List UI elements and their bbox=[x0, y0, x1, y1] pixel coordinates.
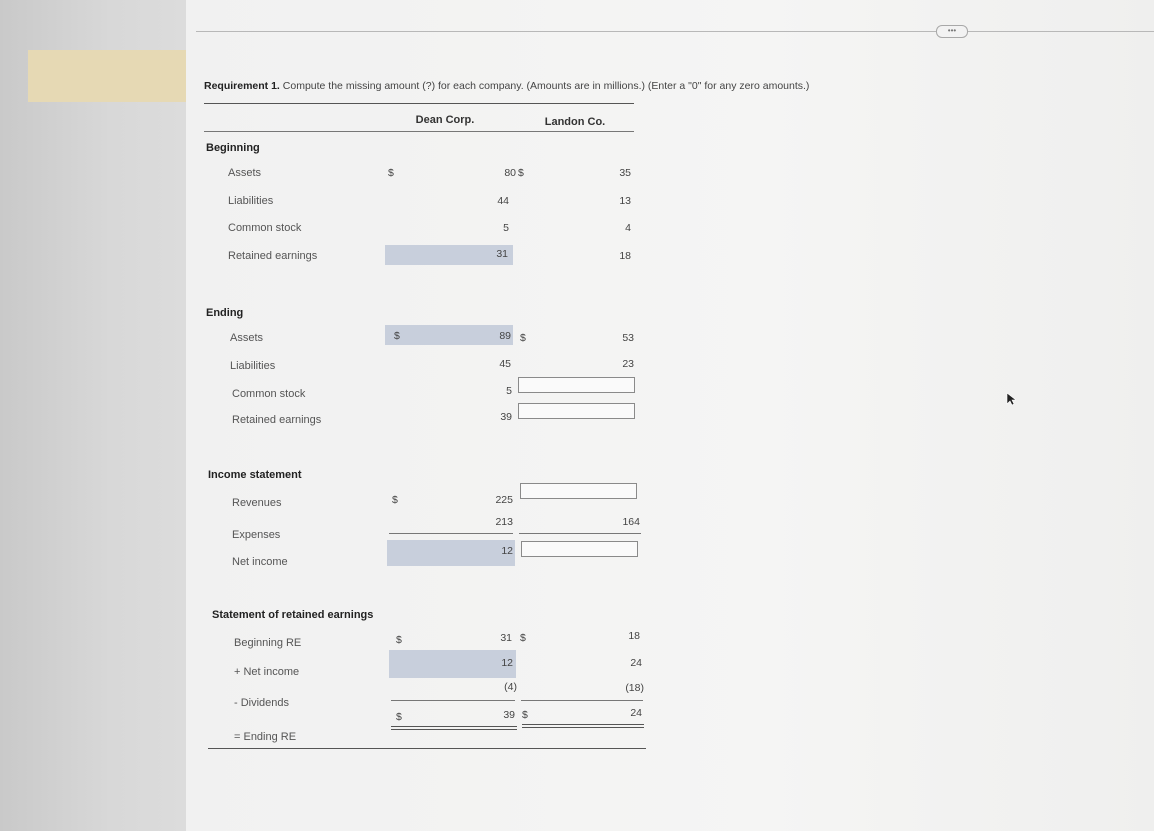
section-title-ending: Ending bbox=[206, 307, 244, 319]
dean-value: 39 bbox=[500, 411, 512, 423]
column-header-landon: Landon Co. bbox=[544, 116, 606, 128]
row-label: Assets bbox=[228, 167, 262, 179]
left-panel-highlight bbox=[28, 50, 186, 102]
currency-symbol: $ bbox=[520, 632, 526, 644]
landon-value: 24 bbox=[630, 657, 642, 669]
currency-symbol: $ bbox=[520, 332, 526, 344]
total-double-rule bbox=[522, 724, 644, 725]
currency-symbol: $ bbox=[394, 330, 400, 342]
total-double-rule bbox=[391, 726, 517, 727]
dean-value: 12 bbox=[501, 657, 513, 669]
dean-value: 213 bbox=[495, 516, 513, 528]
row-label: Liabilities bbox=[230, 360, 276, 372]
landon-value: 164 bbox=[622, 516, 640, 528]
row-label: Liabilities bbox=[228, 195, 274, 207]
currency-symbol: $ bbox=[388, 167, 394, 179]
currency-symbol: $ bbox=[396, 634, 402, 646]
row-label: Expenses bbox=[232, 529, 281, 541]
total-double-rule bbox=[522, 727, 644, 728]
landon-value: 4 bbox=[625, 222, 631, 234]
landon-value: (18) bbox=[625, 682, 644, 694]
landon-value: 53 bbox=[622, 332, 634, 344]
requirement-instruction bbox=[204, 80, 809, 92]
landon-value: 18 bbox=[619, 250, 631, 262]
subtotal-rule bbox=[389, 533, 513, 534]
currency-symbol: $ bbox=[518, 167, 524, 179]
dean-value: 45 bbox=[499, 358, 511, 370]
row-label: Common stock bbox=[228, 222, 302, 234]
landon-value: 24 bbox=[630, 707, 642, 719]
dean-value: 44 bbox=[497, 195, 509, 207]
top-divider bbox=[196, 31, 1154, 32]
ellipsis-icon: ••• bbox=[947, 26, 957, 35]
landon-value: 23 bbox=[622, 358, 634, 370]
dean-value: 225 bbox=[495, 494, 513, 506]
question-area bbox=[186, 0, 1154, 831]
row-label: = Ending RE bbox=[234, 731, 297, 743]
landon-revenues-input[interactable] bbox=[520, 483, 637, 499]
row-label: Net income bbox=[232, 556, 288, 568]
row-label: Retained earnings bbox=[228, 250, 318, 262]
dean-value: 80 bbox=[504, 167, 516, 179]
mouse-pointer-icon bbox=[1006, 392, 1016, 406]
more-options-button[interactable] bbox=[936, 25, 968, 38]
header-bottom-rule bbox=[204, 131, 634, 132]
requirement-text: Compute the missing amount (?) for each company. (Amounts are in millions.) (Enter a "0" for any zero amounts.) bbox=[282, 80, 810, 92]
landon-value: 35 bbox=[619, 167, 631, 179]
currency-symbol: $ bbox=[396, 711, 402, 723]
section-title-income-statement: Income statement bbox=[208, 469, 302, 481]
table-top-rule bbox=[204, 103, 634, 104]
subtotal-rule bbox=[519, 533, 641, 534]
row-label: Common stock bbox=[232, 388, 306, 400]
table-bottom-rule bbox=[208, 748, 646, 749]
row-label: Beginning RE bbox=[234, 637, 302, 649]
row-label: - Dividends bbox=[234, 697, 290, 709]
dean-value: 31 bbox=[496, 248, 508, 260]
landon-value: 13 bbox=[619, 195, 631, 207]
landon-ending-common-stock-input[interactable] bbox=[518, 377, 635, 393]
section-title-beginning: Beginning bbox=[206, 142, 260, 154]
column-header-dean: Dean Corp. bbox=[415, 114, 475, 126]
dean-value: 89 bbox=[499, 330, 511, 342]
currency-symbol: $ bbox=[392, 494, 398, 506]
subtotal-rule bbox=[391, 700, 515, 701]
dean-value: 12 bbox=[501, 545, 513, 557]
subtotal-rule bbox=[521, 700, 643, 701]
dean-value: 31 bbox=[500, 632, 512, 644]
row-label: Retained earnings bbox=[232, 414, 322, 426]
total-double-rule bbox=[391, 729, 517, 730]
dean-value: 5 bbox=[506, 385, 512, 397]
landon-net-income-input[interactable] bbox=[521, 541, 638, 557]
section-title-retained-earnings: Statement of retained earnings bbox=[212, 609, 374, 621]
dean-value: (4) bbox=[504, 681, 517, 693]
landon-ending-retained-earnings-input[interactable] bbox=[518, 403, 635, 419]
row-label: Assets bbox=[230, 332, 264, 344]
left-panel bbox=[0, 0, 186, 831]
landon-value: 18 bbox=[628, 630, 640, 642]
currency-symbol: $ bbox=[522, 709, 528, 721]
requirement-label: Requirement 1. bbox=[204, 80, 280, 92]
row-label: Revenues bbox=[232, 497, 282, 509]
row-label: + Net income bbox=[234, 666, 300, 678]
dean-value: 5 bbox=[503, 222, 509, 234]
dean-value: 39 bbox=[503, 709, 515, 721]
